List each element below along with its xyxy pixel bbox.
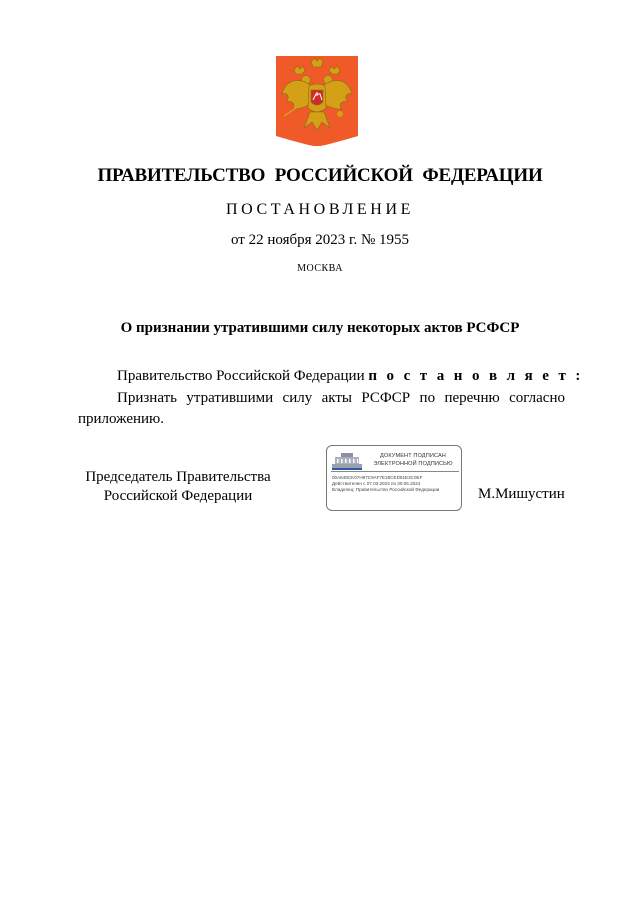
coat-of-arms-icon [276, 56, 358, 146]
signer-position [78, 468, 278, 506]
signer-position-line2: Российской Федерации [103, 488, 253, 504]
document-date-number: от 22 ноября 2023 г. № 1955 [230, 232, 410, 248]
electronic-signature-stamp [326, 445, 462, 511]
stamp-heading [365, 452, 461, 468]
stamp-heading-line1: ДОКУМЕНТ ПОДПИСАН [380, 453, 446, 459]
government-building-icon [332, 452, 362, 470]
document-city: МОСКВА [297, 263, 343, 274]
decree-intro [117, 368, 583, 385]
decree-word: п о с т а н о в л я е т : [368, 368, 584, 384]
stamp-details [332, 475, 460, 493]
stamp-certificate: 00A649CK07H97C9AF7E29CED91E3C0EF [332, 475, 423, 480]
signer-position-line1: Председатель Правительства [85, 469, 271, 485]
issuer-title: ПРАВИТЕЛЬСТВО РОССИЙСКОЙ ФЕДЕРАЦИИ [97, 165, 543, 186]
decree-paragraph: Признать утратившими силу акты РСФСР по перечню согласно приложению. [78, 390, 565, 427]
document-subject: О признании утратившими силу некоторых актов РСФСР [120, 320, 520, 336]
document-type: ПОСТАНОВЛЕНИЕ [226, 201, 414, 218]
stamp-validity: Действителен с 07.03.2023 по 30.05.2024 [332, 481, 421, 486]
decree-intro-text: Правительство Российской Федерации [117, 368, 369, 384]
stamp-divider [331, 471, 459, 472]
signer-name: М.Мишустин [478, 486, 565, 502]
stamp-owner: Владелец: Правительство Российской Федерации [332, 487, 440, 492]
stamp-heading-line2: ЭЛЕКТРОННОЙ ПОДПИСЬЮ [373, 461, 453, 467]
